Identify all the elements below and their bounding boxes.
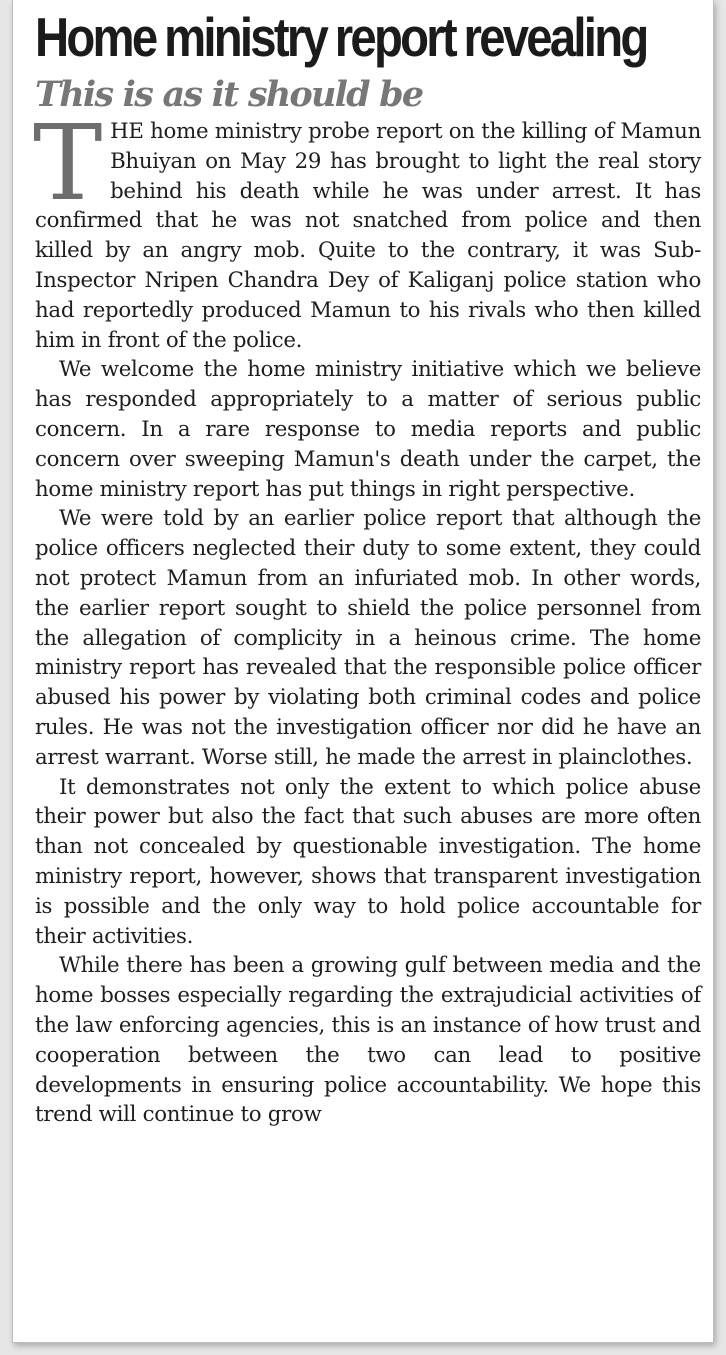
paragraph-5: While there has been a growing gulf between media and the home bosses especially regarding the extrajudicial activities of the law enforcing agencies, this is an instance of how trust and cooperation between the two can lead to positive developments in ensuring police accountability. We hope this trend will continue to grow <box>35 953 701 1128</box>
paragraph-1-text: HE home ministry probe report on the killing of Mamun Bhuiyan on May 29 has brought to light the real story behind his death while he was under arrest. It has confirmed that he was not snatched from police and then killed by an angry mob. Quite to the contrary, it was Sub-Inspector Nripen Chandra Dey of Kaliganj police station who had reportedly produced Mamun to his rivals who then killed him in front of the police. <box>35 119 701 353</box>
subheadline: This is as it should be <box>35 74 423 115</box>
paragraph-4: It demonstrates not only the extent to which police abuse their power but also the fact that such abuses are more often than not concealed by questionable investigation. The home ministry report, however, shows that transparent investigation is possible and the only way to hold police accountable for their activities. <box>35 774 701 949</box>
newspaper-clipping <box>12 0 714 1343</box>
paragraph-3: We were told by an earlier police report that although the police officers neglected their duty to some extent, they could not protect Mamun from an infuriated mob. In other words, the earlier report sought to shield the police personnel from the allegation of complicity in a heinous crime. The home ministry report has revealed that the responsible police officer abused his power by violating both criminal codes and police rules. He was not the investigation officer nor did he have an arrest warrant. Worse still, he made the arrest in plainclothes. <box>35 506 701 770</box>
paragraph-2: We welcome the home ministry initiative which we believe has responded appropriately to a matter of serious public concern. In a rare response to media reports and public concern over sweeping Mamun's death under the carpet, the home ministry report has put things in right perspective. <box>35 357 701 502</box>
headline: Home ministry report revealing <box>35 6 647 68</box>
article <box>35 4 701 1130</box>
paragraph-1 <box>33 102 701 355</box>
drop-cap: T <box>33 102 103 224</box>
article-body <box>33 102 701 1130</box>
